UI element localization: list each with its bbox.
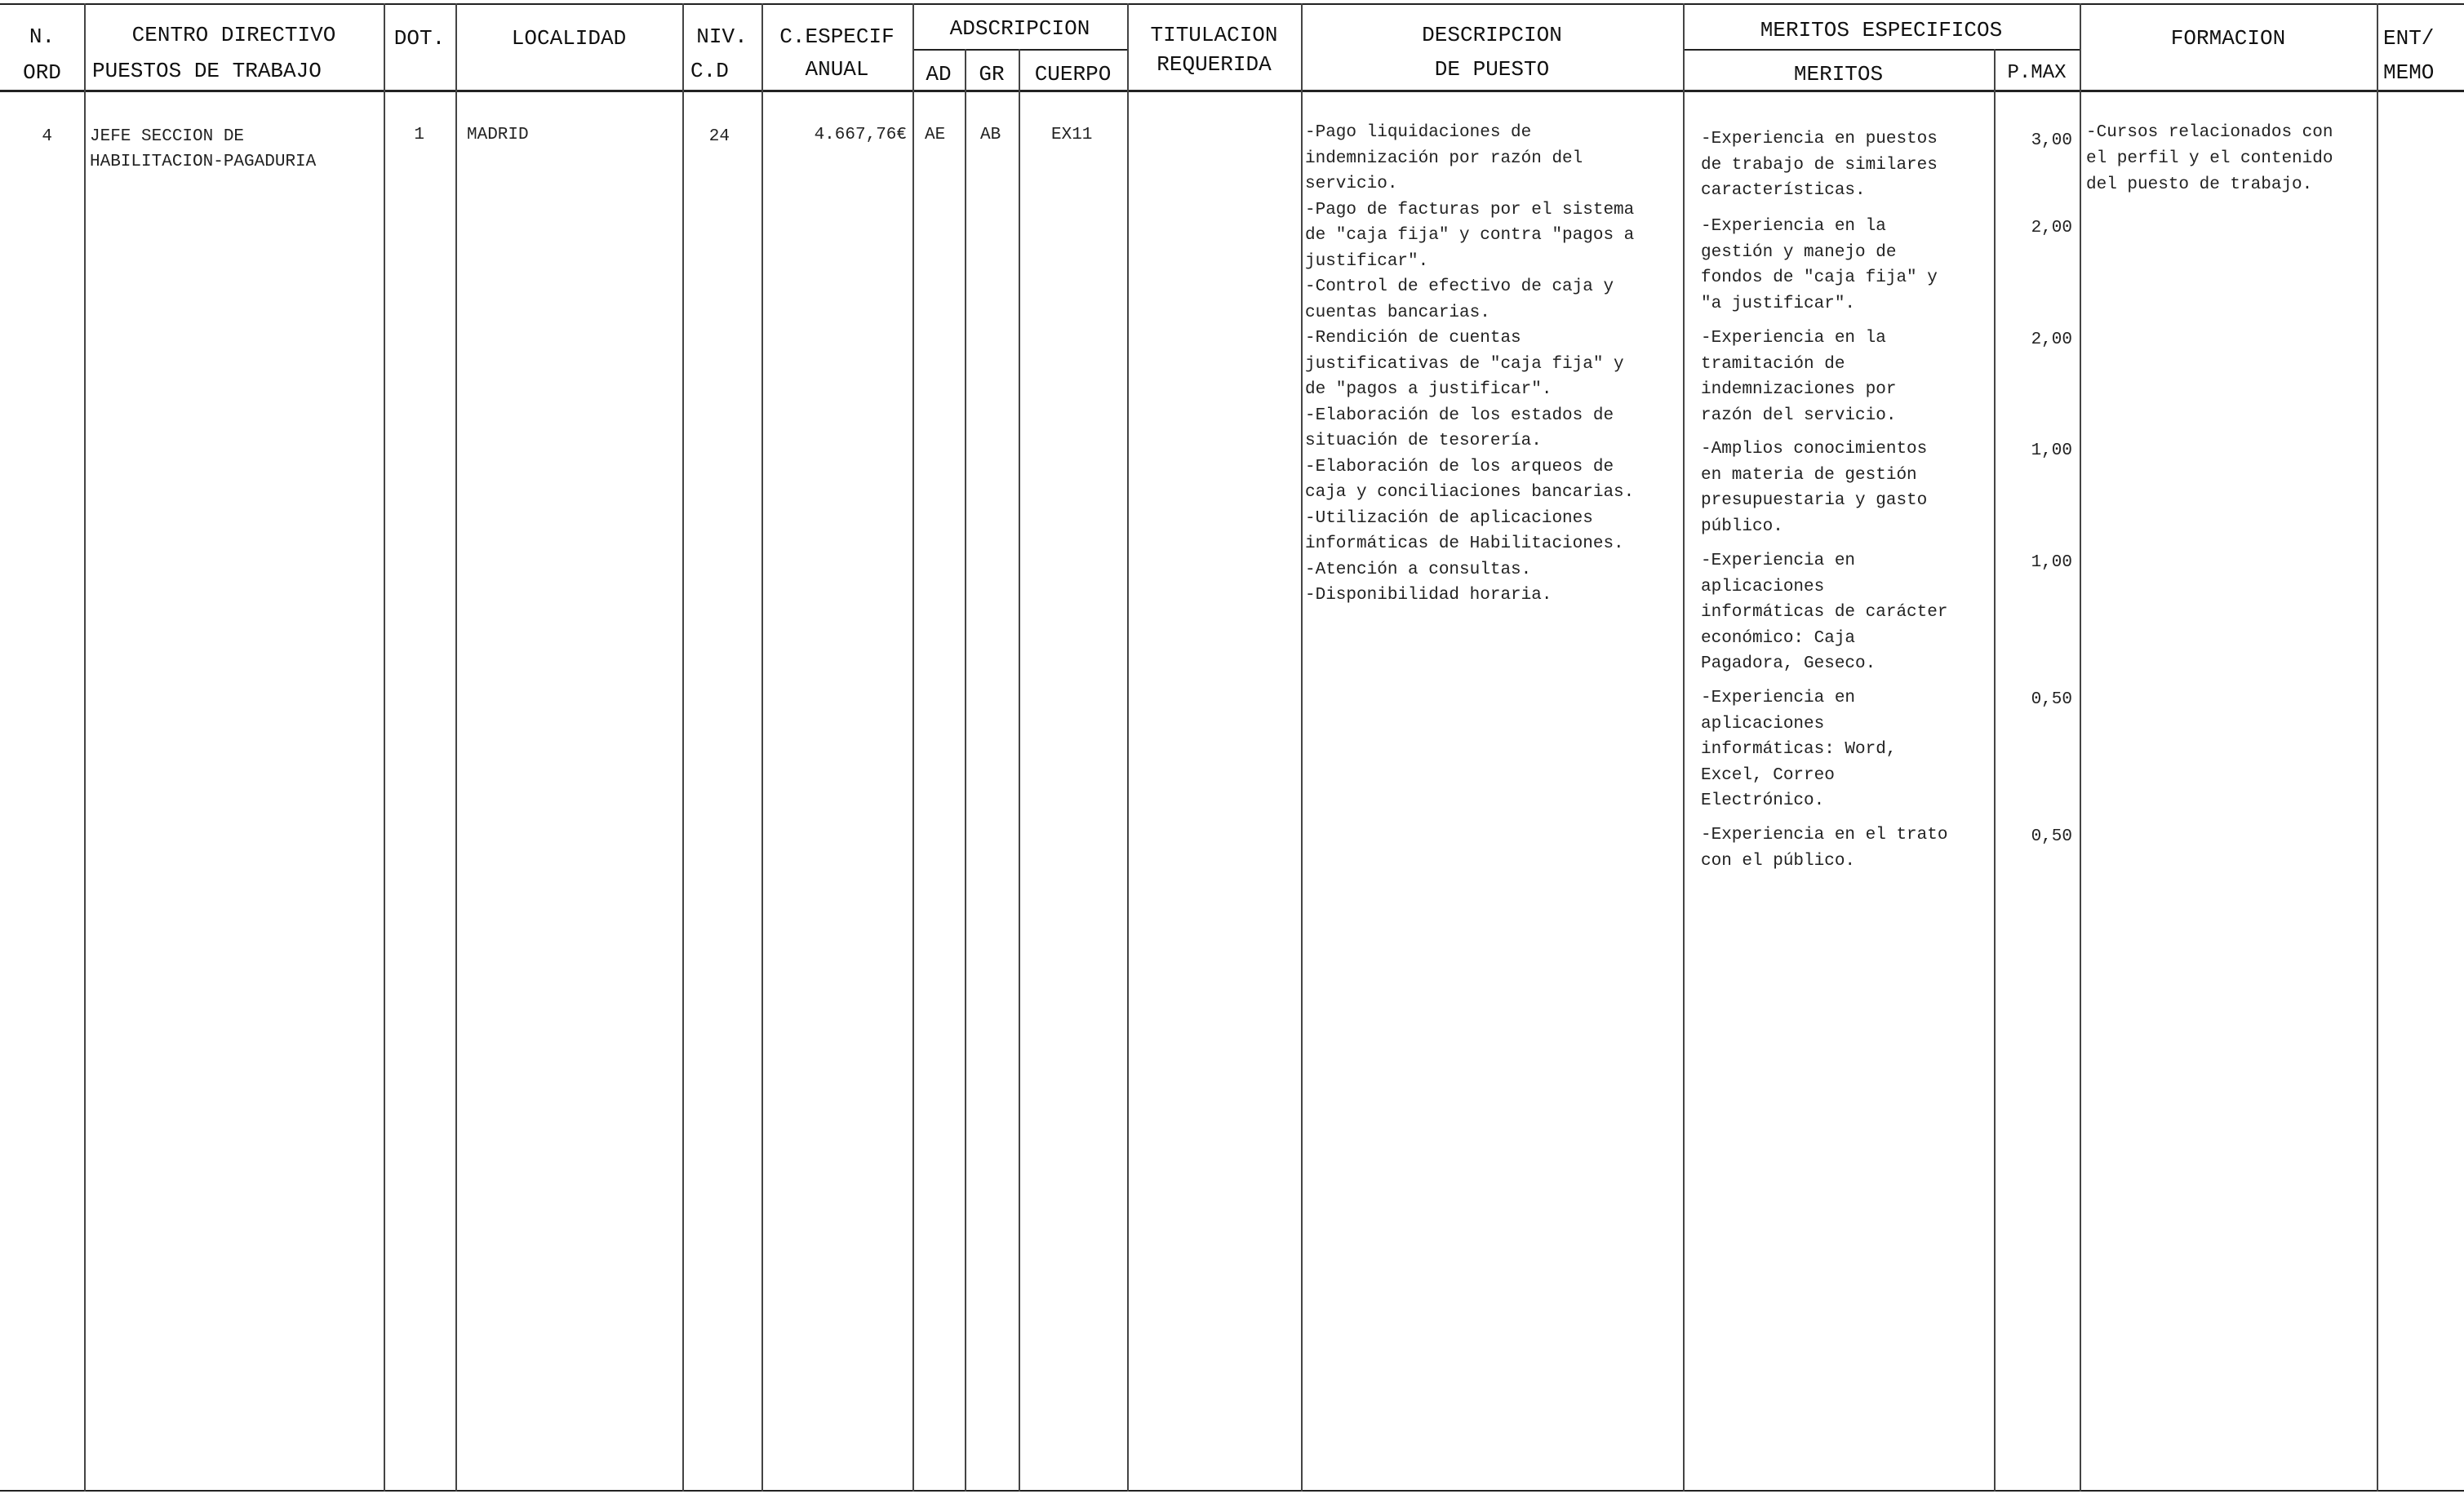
- col-rule: [384, 3, 385, 1492]
- merito-line: aplicaciones: [1701, 714, 1825, 734]
- col-rule: [84, 3, 86, 1492]
- descripcion-line: -Rendición de cuentas: [1305, 329, 1521, 348]
- header-de-puesto: DE PUESTO: [1434, 57, 1550, 82]
- col-rule: [682, 3, 684, 1492]
- cell-n-ord: 4: [42, 127, 52, 146]
- header-gr: GR: [979, 62, 1005, 86]
- header-niv: NIV.: [696, 24, 748, 49]
- cell-gr: AB: [980, 126, 1001, 144]
- merito-line: con el público.: [1701, 851, 1856, 871]
- col-rule: [1019, 49, 1020, 1492]
- col-rule: [761, 3, 763, 1492]
- merito-line: -Experiencia en: [1701, 689, 1856, 707]
- descripcion-line: justificativas de "caja fija" y: [1305, 354, 1624, 374]
- merito-pmax: 1,00: [2031, 553, 2072, 572]
- merito-pmax: 0,50: [2031, 827, 2072, 846]
- merito-line: en materia de gestión: [1701, 465, 1917, 485]
- header-descripcion: DESCRIPCION: [1422, 23, 1562, 47]
- merito-line: de trabajo de similares: [1701, 155, 1938, 175]
- merito-line: -Experiencia en puestos: [1701, 130, 1938, 149]
- descripcion-line: servicio.: [1305, 175, 1398, 193]
- bottom-border: [0, 1490, 2464, 1492]
- header-anual: ANUAL: [805, 57, 869, 82]
- col-rule: [1127, 3, 1129, 1492]
- header-puestos-trabajo: PUESTOS DE TRABAJO: [92, 59, 322, 83]
- merito-pmax: 2,00: [2031, 330, 2072, 349]
- descripcion-line: -Utilización de aplicaciones: [1305, 508, 1593, 528]
- header-p-max: P.MAX: [2007, 62, 2067, 84]
- header-meritos: MERITOS: [1793, 62, 1884, 86]
- merito-line: fondos de "caja fija" y: [1701, 268, 1938, 287]
- descripcion-line: -Atención a consultas.: [1305, 560, 1532, 579]
- merito-line: informáticas de carácter: [1701, 603, 1948, 622]
- merito-line: gestión y manejo de: [1701, 242, 1897, 262]
- cell-localidad: MADRID: [467, 126, 529, 144]
- merito-line: características.: [1701, 181, 1866, 200]
- col-rule: [965, 49, 966, 1492]
- col-rule: [912, 3, 914, 1492]
- cell-puesto-line2: HABILITACION-PAGADURIA: [90, 153, 317, 171]
- merito-pmax: 2,00: [2031, 219, 2072, 237]
- col-rule: [1301, 3, 1303, 1492]
- header-titulacion: TITULACION: [1150, 23, 1278, 47]
- header-meritos-especificos: MERITOS ESPECIFICOS: [1760, 18, 2003, 42]
- merito-line: -Amplios conocimientos: [1701, 440, 1928, 459]
- descripcion-line: de "caja fija" y contra "pagos a: [1305, 226, 1635, 245]
- merito-line: -Experiencia en la: [1701, 217, 1886, 236]
- merito-line: aplicaciones: [1701, 577, 1825, 596]
- cell-puesto-line1: JEFE SECCION DE: [90, 127, 245, 146]
- descripcion-line: -Disponibilidad horaria.: [1305, 586, 1552, 605]
- cell-cuerpo: EX11: [1051, 126, 1093, 144]
- header-dot: DOT.: [393, 26, 446, 51]
- merito-line: indemnizaciones por: [1701, 380, 1897, 399]
- cell-dot: 1: [414, 126, 424, 144]
- merito-line: Pagadora, Geseco.: [1701, 654, 1876, 673]
- subheader-rule-adscripcion: [912, 49, 1128, 51]
- descripcion-line: de "pagos a justificar".: [1305, 380, 1552, 399]
- header-cd: C.D: [690, 59, 729, 83]
- descripcion-line: informáticas de Habilitaciones.: [1305, 534, 1624, 553]
- merito-pmax: 0,50: [2031, 690, 2072, 709]
- merito-line: "a justificar".: [1701, 294, 1856, 313]
- header-memo: MEMO: [2383, 60, 2435, 85]
- descripcion-line: caja y conciliaciones bancarias.: [1305, 483, 1635, 502]
- formacion-line: del puesto de trabajo.: [2086, 175, 2313, 194]
- descripcion-line: -Elaboración de los estados de: [1305, 406, 1614, 425]
- formacion-line: -Cursos relacionados con: [2086, 123, 2333, 142]
- merito-pmax: 3,00: [2031, 131, 2072, 150]
- header-n: N.: [29, 24, 55, 49]
- header-formacion: FORMACION: [2170, 26, 2286, 51]
- descripcion-line: situación de tesorería.: [1305, 432, 1542, 450]
- header-cuerpo: CUERPO: [1034, 62, 1112, 86]
- descripcion-line: cuentas bancarias.: [1305, 303, 1490, 322]
- merito-line: -Experiencia en el trato: [1701, 826, 1948, 845]
- merito-line: Excel, Correo: [1701, 765, 1835, 785]
- header-centro-directivo: CENTRO DIRECTIVO: [131, 23, 336, 47]
- merito-line: informáticas: Word,: [1701, 740, 1897, 759]
- subheader-rule-meritos: [1683, 49, 2080, 51]
- descripcion-line: indemnización por razón del: [1305, 149, 1583, 168]
- header-localidad: LOCALIDAD: [511, 26, 627, 51]
- header-ord: ORD: [23, 60, 61, 85]
- header-ad: AD: [926, 62, 952, 86]
- header-adscripcion: ADSCRIPCION: [949, 16, 1090, 41]
- top-border: [0, 3, 2464, 5]
- merito-line: público.: [1701, 516, 1783, 536]
- descripcion-line: -Pago liquidaciones de: [1305, 123, 1532, 142]
- header-c-especif: C.ESPECIF: [779, 24, 895, 49]
- merito-line: -Experiencia en la: [1701, 329, 1886, 348]
- merito-line: razón del servicio.: [1701, 406, 1897, 425]
- merito-line: presupuestaria y gasto: [1701, 491, 1928, 510]
- col-rule: [455, 3, 457, 1492]
- cell-niv: 24: [708, 127, 730, 146]
- descripcion-line: justificar".: [1305, 251, 1429, 271]
- formacion-line: el perfil y el contenido: [2086, 149, 2333, 168]
- descripcion-line: -Pago de facturas por el sistema: [1305, 200, 1635, 219]
- cell-ad: AE: [925, 126, 946, 144]
- merito-line: tramitación de: [1701, 354, 1845, 374]
- merito-pmax: 1,00: [2031, 441, 2072, 460]
- merito-line: económico: Caja: [1701, 628, 1856, 648]
- col-rule: [2080, 3, 2081, 1492]
- col-rule: [2377, 3, 2378, 1492]
- merito-line: -Experiencia en: [1701, 552, 1856, 570]
- header-bottom-rule: [0, 90, 2464, 92]
- header-requerida: REQUERIDA: [1157, 52, 1272, 77]
- col-rule: [1994, 49, 1996, 1492]
- col-rule: [1683, 3, 1685, 1492]
- header-ent: ENT/: [2383, 26, 2435, 51]
- cell-especif: 4.667,76€: [814, 126, 907, 144]
- descripcion-line: -Control de efectivo de caja y: [1305, 277, 1614, 296]
- descripcion-line: -Elaboración de los arqueos de: [1305, 457, 1614, 477]
- merito-line: Electrónico.: [1701, 791, 1825, 810]
